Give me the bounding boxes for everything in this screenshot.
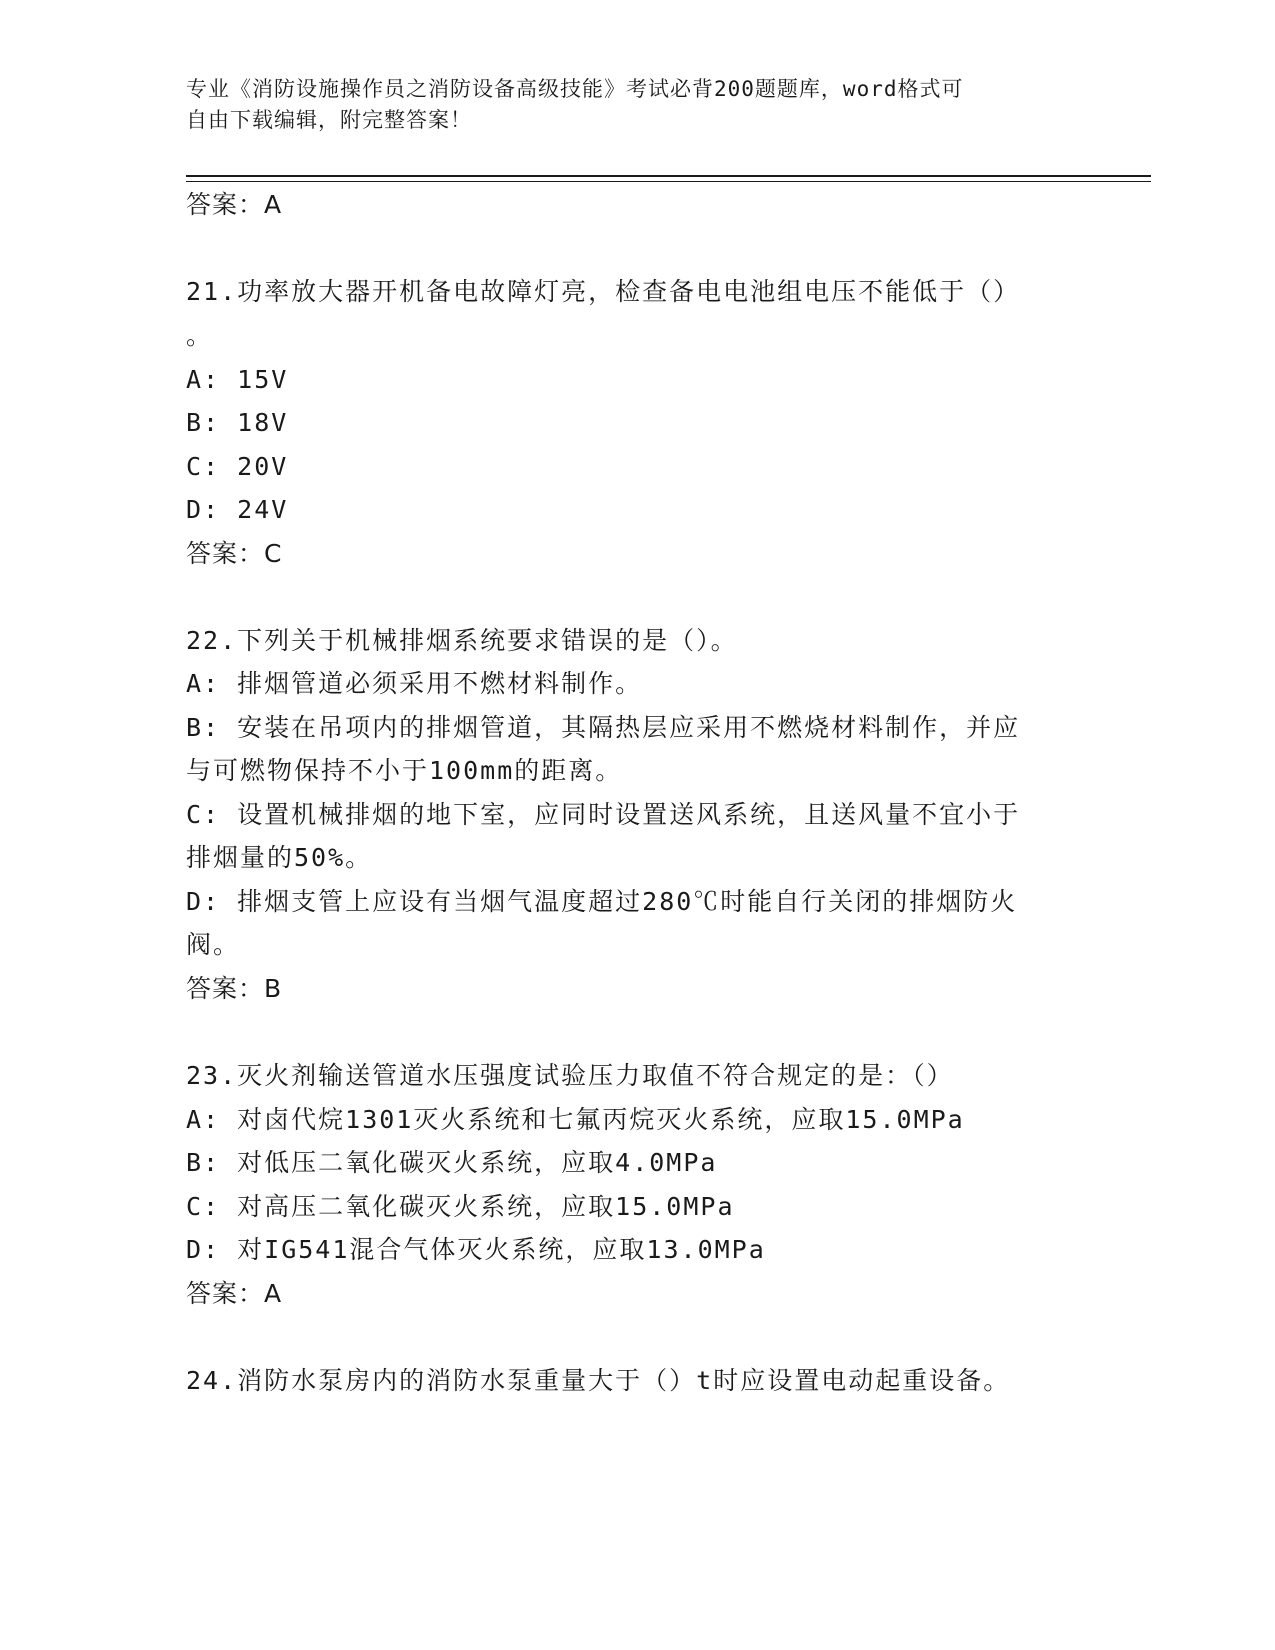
document-header <box>186 74 1066 136</box>
header-divider-thick <box>186 175 1151 177</box>
q23-stem: 23.灭火剂输送管道水压强度试验压力取值不符合规定的是：（） <box>186 1061 954 1090</box>
header-line-1: 专业《消防设施操作员之消防设备高级技能》考试必背200题题库，word格式可 <box>186 77 964 101</box>
q21-option-a: A: 15V <box>186 365 289 394</box>
q21-answer: 答案：C <box>186 539 283 568</box>
q23-option-d: D: 对IG541混合气体灭火系统，应取13.0MPa <box>186 1235 766 1264</box>
answer-previous: 答案：A <box>186 190 283 219</box>
q24-stem: 24.消防水泵房内的消防水泵重量大于（）t时应设置电动起重设备。 <box>186 1366 1011 1395</box>
q22-option-c-line-1: C: 设置机械排烟的地下室，应同时设置送风系统，且送风量不宜小于 <box>186 800 1021 829</box>
q23-option-c: C: 对高压二氧化碳灭火系统，应取15.0MPa <box>186 1192 735 1221</box>
q22-answer: 答案：B <box>186 974 283 1003</box>
q21-stem-line-1: 21.功率放大器开机备电故障灯亮，检查备电电池组电压不能低于（） <box>186 277 1021 306</box>
q22-option-a: A: 排烟管道必须采用不燃材料制作。 <box>186 669 643 698</box>
q22-option-b-line-1: B: 安装在吊项内的排烟管道，其隔热层应采用不燃烧材料制作，并应 <box>186 713 1021 742</box>
q22-option-d-line-1: D: 排烟支管上应设有当烟气温度超过280℃时能自行关闭的排烟防火 <box>186 887 1018 916</box>
q22-option-b-line-2: 与可燃物保持不小于100mm的距离。 <box>186 756 623 785</box>
q23-option-a: A: 对卤代烷1301灭火系统和七氟丙烷灭火系统，应取15.0MPa <box>186 1105 965 1134</box>
q21-option-b: B: 18V <box>186 408 289 437</box>
q22-stem: 22.下列关于机械排烟系统要求错误的是（）。 <box>186 626 738 655</box>
q22-option-d-line-2: 阀。 <box>186 930 241 959</box>
header-divider-thin <box>186 181 1151 182</box>
q22-option-c-line-2: 排烟量的50%。 <box>186 843 373 872</box>
header-line-2: 自由下载编辑，附完整答案！ <box>186 108 472 132</box>
q21-option-c: C: 20V <box>186 452 289 481</box>
q23-answer: 答案：A <box>186 1279 283 1308</box>
q21-option-d: D: 24V <box>186 495 289 524</box>
q21-stem-line-2: 。 <box>186 321 214 350</box>
q23-option-b: B: 对低压二氧化碳灭火系统，应取4.0MPa <box>186 1148 718 1177</box>
